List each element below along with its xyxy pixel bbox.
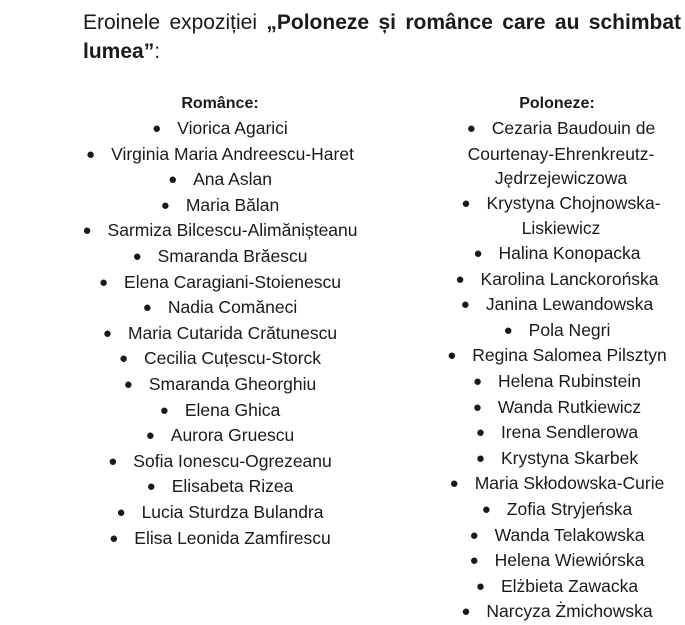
list-item xyxy=(432,420,682,446)
person-name: Cecilia Cuțescu-Storck xyxy=(144,348,322,369)
person-name: Elisabeta Rizea xyxy=(171,476,294,497)
bullet-icon: ● xyxy=(475,424,485,442)
bullet-icon: ● xyxy=(472,398,482,416)
person-name: Helena Rubinstein xyxy=(498,370,642,391)
romanians-heading: Românce: xyxy=(181,95,259,112)
poles-column xyxy=(432,92,682,625)
list-item xyxy=(432,523,682,549)
list-item xyxy=(45,218,395,244)
bullet-icon: ● xyxy=(142,299,152,317)
person-name: Smaranda Gheorghiu xyxy=(148,373,317,394)
bullet-icon: ● xyxy=(102,324,112,342)
bullet-icon: ● xyxy=(86,145,96,163)
bullet-icon: ● xyxy=(449,475,459,493)
bullet-icon: ● xyxy=(98,273,109,291)
list-item xyxy=(45,270,395,296)
person-name: Sarmiza Bilcescu-Alimănișteanu xyxy=(107,220,358,241)
person-name: Lucia Sturdza Bulandra xyxy=(141,501,324,522)
list-item xyxy=(45,474,395,500)
person-name: Ana Aslan xyxy=(193,169,272,190)
list-item xyxy=(432,446,682,472)
list-item xyxy=(45,142,395,168)
list-item xyxy=(432,267,682,293)
list-item xyxy=(45,167,395,193)
person-name: Krystyna Chojnowska-Liskiewicz xyxy=(486,192,661,239)
list-item xyxy=(432,369,682,395)
list-item xyxy=(432,116,682,191)
person-name: Janina Lewandowska xyxy=(485,294,654,315)
poles-list xyxy=(432,116,682,625)
list-item xyxy=(45,193,395,219)
person-name: Elżbieta Zawacka xyxy=(500,575,639,596)
list-item xyxy=(45,423,395,449)
list-item xyxy=(432,318,682,344)
bullet-icon: ● xyxy=(469,552,479,570)
list-item xyxy=(45,500,395,526)
person-name: Elisa Leonida Zamfirescu xyxy=(134,527,331,548)
romanians-list xyxy=(45,116,395,551)
person-name: Maria Bălan xyxy=(185,194,280,215)
list-item xyxy=(45,526,395,552)
bullet-icon: ● xyxy=(472,372,483,390)
bullet-icon: ● xyxy=(503,321,513,339)
bullet-icon: ● xyxy=(118,350,129,368)
bullet-icon: ● xyxy=(132,247,142,265)
person-name: Halina Konopacka xyxy=(498,242,641,263)
list-item xyxy=(45,372,395,398)
bullet-icon: ● xyxy=(159,401,169,419)
bullet-icon: ● xyxy=(475,577,485,595)
list-item xyxy=(432,343,682,369)
list-item xyxy=(45,321,395,347)
person-name: Virginia Maria Andreescu-Haret xyxy=(111,143,354,164)
romanians-column xyxy=(45,92,395,551)
bullet-icon: ● xyxy=(461,603,471,621)
bullet-icon: ● xyxy=(475,449,485,467)
bullet-icon: ● xyxy=(146,478,156,496)
list-item xyxy=(432,241,682,267)
bullet-icon: ● xyxy=(152,120,162,137)
list-item xyxy=(432,548,682,574)
bullet-icon: ● xyxy=(123,375,133,393)
person-name: Narcyza Żmichowska xyxy=(486,601,653,622)
person-name: Maria Skłodowska-Curie xyxy=(474,473,665,494)
bullet-icon: ● xyxy=(160,196,170,214)
person-name: Viorica Agarici xyxy=(177,118,288,138)
person-name: Cezaria Baudouin de Courtenay-Ehrenkreutz-Jędrzejewiczowa xyxy=(467,118,656,189)
person-name: Sofia Ionescu-Ogrezeanu xyxy=(133,450,332,471)
person-name: Wanda Rutkiewicz xyxy=(497,396,642,417)
list-item xyxy=(432,471,682,497)
person-name: Karolina Lanckorońska xyxy=(480,268,659,289)
list-item xyxy=(432,599,682,625)
bullet-icon: ● xyxy=(447,347,457,365)
intro-prefix: Eroinele expoziției xyxy=(83,11,267,34)
bullet-icon: ● xyxy=(109,529,119,547)
list-item xyxy=(45,295,395,321)
bullet-icon: ● xyxy=(82,222,92,240)
person-name: Pola Negri xyxy=(528,319,611,340)
person-name: Elena Caragiani-Stoienescu xyxy=(124,271,341,292)
list-item xyxy=(45,244,395,270)
exhibition-title: „Poloneze și românce care au schimbat lumea” xyxy=(83,11,681,63)
person-name: Irena Sendlerowa xyxy=(500,422,639,443)
person-name: Maria Cutarida Crătunescu xyxy=(127,322,338,343)
person-name: Smaranda Brăescu xyxy=(157,245,308,266)
bullet-icon: ● xyxy=(473,244,483,262)
bullet-icon: ● xyxy=(461,194,471,212)
person-name: Zofia Stryjeńska xyxy=(506,498,633,519)
bullet-icon: ● xyxy=(481,500,491,518)
bullet-icon: ● xyxy=(455,270,465,288)
person-name: Aurora Gruescu xyxy=(170,425,295,446)
person-name: Wanda Telakowska xyxy=(494,524,645,545)
list-item xyxy=(45,346,395,372)
intro-paragraph xyxy=(83,8,681,66)
person-name: Elena Ghica xyxy=(184,399,281,420)
list-item xyxy=(432,497,682,523)
bullet-icon: ● xyxy=(145,427,155,445)
bullet-icon: ● xyxy=(116,503,126,521)
list-item xyxy=(45,116,395,142)
bullet-icon: ● xyxy=(460,296,470,314)
list-item xyxy=(432,191,682,241)
list-item xyxy=(45,449,395,475)
person-name: Helena Wiewiórska xyxy=(494,550,645,571)
list-item xyxy=(432,574,682,600)
person-name: Regina Salomea Pilsztyn xyxy=(472,345,667,366)
poles-heading: Poloneze: xyxy=(519,95,595,112)
person-name: Krystyna Skarbek xyxy=(500,447,639,468)
bullet-icon: ● xyxy=(466,120,476,137)
list-item xyxy=(432,292,682,318)
intro-suffix: : xyxy=(154,40,161,63)
bullet-icon: ● xyxy=(108,452,118,470)
list-item xyxy=(432,395,682,421)
person-name: Nadia Comăneci xyxy=(167,297,298,318)
list-item xyxy=(45,398,395,424)
bullet-icon: ● xyxy=(469,526,479,544)
bullet-icon: ● xyxy=(168,171,178,189)
